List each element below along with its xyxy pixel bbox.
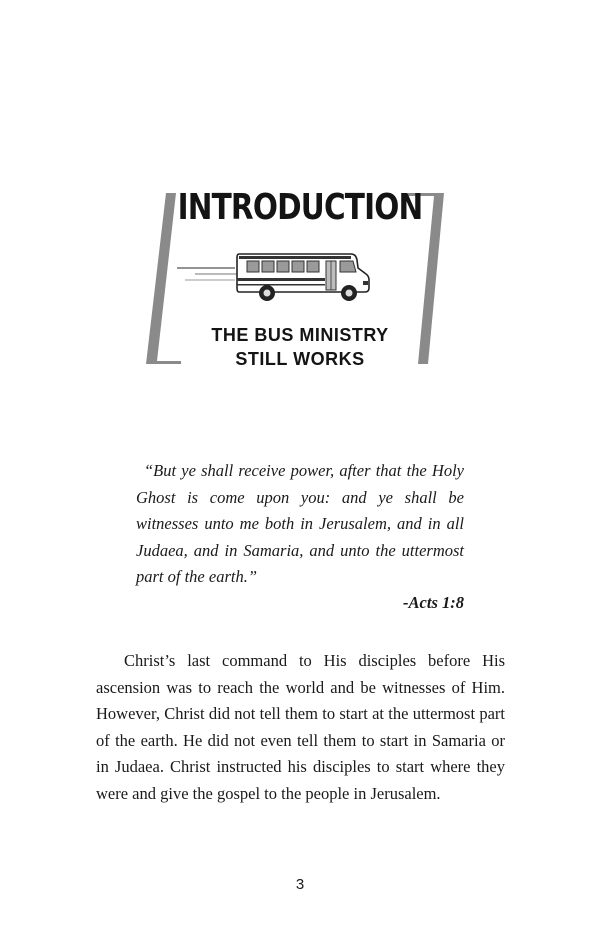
- chapter-subtitle: [150, 323, 450, 371]
- school-bus-icon: [175, 248, 375, 306]
- epigraph-citation: -Acts 1:8: [403, 593, 464, 612]
- page-number: 3: [295, 876, 305, 893]
- chapter-title: INTRODUCTION: [177, 187, 423, 228]
- subtitle-line-1: THE BUS MINISTRY: [211, 325, 389, 345]
- subtitle-line-2: STILL WORKS: [235, 349, 365, 369]
- body-paragraph: Christ’s last command to His disciples before His ascension was to reach the world and be witnesses of Him. However, Christ did not tell them to start at the uttermost part of the earth. He did not even tell them to start in Samaria or in Judaea. Christ instructed his disciples to start where they were and give the gospel to the people in Jerusalem.: [96, 651, 505, 803]
- epigraph-quote: “But ye shall receive power, after that the Holy Ghost is come upon you: and ye shall be witnesses unto me both in Jerusalem, and in all Judaea, and in Samaria, and unto the uttermost part of the earth.”: [136, 461, 464, 586]
